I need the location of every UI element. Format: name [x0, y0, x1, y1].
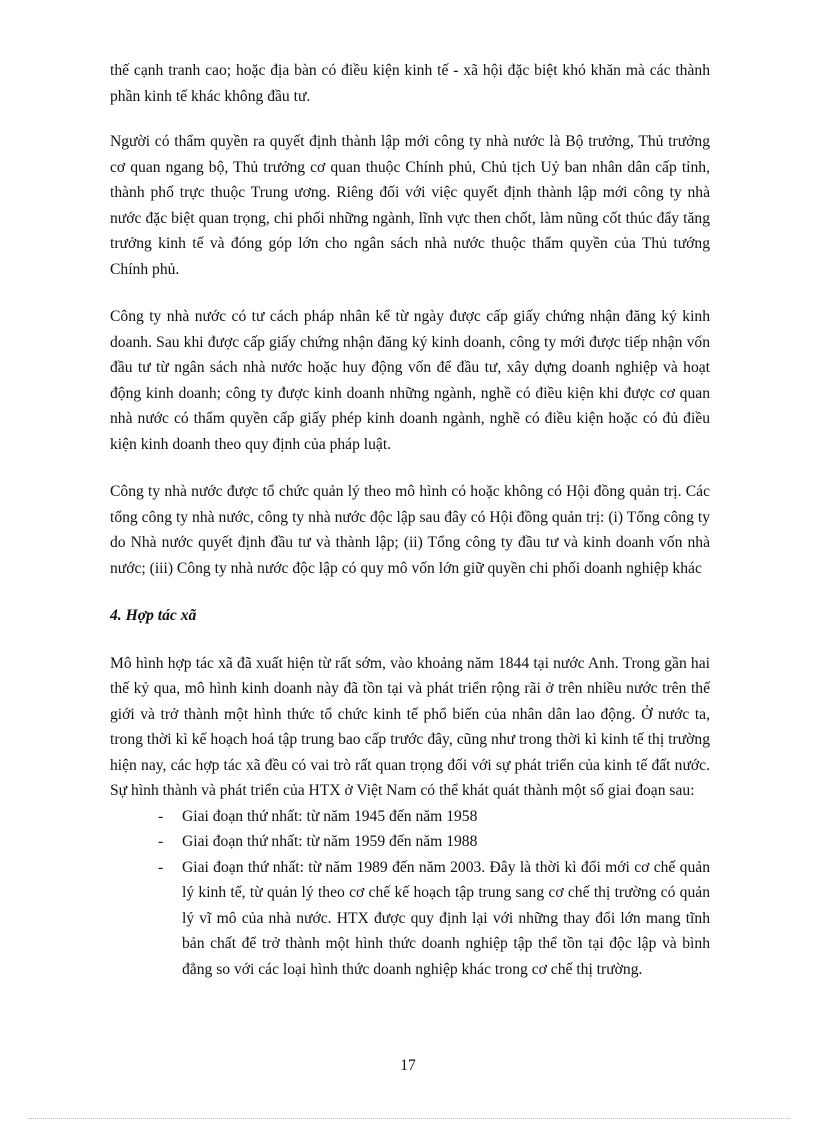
- list-item: [110, 804, 710, 830]
- list-item-text: Giai đoạn thứ nhất: từ năm 1959 đến năm 1988: [182, 833, 478, 850]
- section-heading: 4. Hợp tác xã: [110, 607, 197, 624]
- paragraph-4: Công ty nhà nước được tổ chức quản lý theo mô hình có hoặc không có Hội đồng quản trị. Các tổng công ty nhà nước, công ty nhà nước độc lập sau đây có Hội đồng quản trị: (i) Tổng công ty do Nhà nước quyết định đầu tư và thành lập; (ii) Tổng công ty đầu tư và kinh doanh vốn nhà nước; (iii) Công ty nhà nước độc lập có quy mô vốn lớn giữ quyền chi phối doanh nghiệp khác: [110, 483, 710, 577]
- period-list: [110, 804, 710, 983]
- paragraph-1: thế cạnh tranh cao; hoặc địa bàn có điều kiện kinh tế - xã hội đặc biệt khó khăn mà các thành phần kinh tế khác không đầu tư.: [110, 62, 710, 105]
- paragraph-2: Người có thẩm quyền ra quyết định thành lập mới công ty nhà nước là Bộ trưởng, Thủ trưởng cơ quan ngang bộ, Thủ trưởng cơ quan thuộc Chính phủ, Chủ tịch Uỷ ban nhân dân cấp tỉnh, thành phố trực thuộc Trung ương. Riêng đối với việc quyết định thành lập mới công ty nhà nước đặc biệt quan trọng, chi phối những ngành, lĩnh vực then chốt, làm nũng cốt thúc đẩy tăng trưởng kinh tế và đóng góp lớn cho ngân sách nhà nước thuộc thẩm quyền của Thủ tướng Chính phủ.: [110, 133, 710, 278]
- page-body: [110, 58, 710, 982]
- list-item-text: Giai đoạn thứ nhất: từ năm 1945 đến năm 1958: [182, 807, 478, 825]
- list-item: [110, 829, 710, 855]
- list-item: [110, 855, 710, 983]
- section-paragraph: Mô hình hợp tác xã đã xuất hiện từ rất sớm, vào khoảng năm 1844 tại nước Anh. Trong gần hai thế kỷ qua, mô hình kinh doanh này đã tồn tại và phát triển rộng rãi ở trên nhiều nước trên thế giới và trở thành một hình thức tổ chức kinh tế phổ biến của nhân dân lao động. Ở nước ta, trong thời kì kế hoạch hoá tập trung bao cấp trước đây, cũng như trong thời kì kinh tế thị trường hiện nay, các hợp tác xã đều có vai trò rất quan trọng đối với sự phát triển của kinh tế đất nước. Sự hình thành và phát triển của HTX ở Việt Nam có thể khát quát thành một số giai đoạn sau:: [110, 654, 710, 799]
- bullet-dash: -: [158, 833, 164, 850]
- list-item-text: Giai đoạn thứ nhất: từ năm 1989 đến năm 2003. Đây là thời kì đổi mới cơ chế quản lý kinh tế, từ quản lý theo cơ chế kế hoạch tập trung sang cơ chế thị trường có quản lý vĩ mô của nhà nước. HTX được quy định lại với những thay đổi lớn mang tĩnh bản chất để trở thành một hình thức doanh nghiệp tập thể tồn tại độc lập và bình đẳng so với các loại hình thức doanh nghiệp khác trong cơ chế thị trường.: [182, 858, 710, 978]
- page-bottom-divider: [28, 1118, 790, 1119]
- bullet-dash: -: [158, 858, 164, 876]
- page-number: 17: [400, 1057, 416, 1074]
- paragraph-3: Công ty nhà nước có tư cách pháp nhân kể từ ngày được cấp giấy chứng nhận đăng ký kinh doanh. Sau khi được cấp giấy chứng nhận đăng ký kinh doanh, công ty mới được tiếp nhận vốn đầu tư từ ngân sách nhà nước hoặc huy động vốn để đầu tư, xây dựng doanh nghiệp và hoạt động kinh doanh; công ty được kinh doanh những ngành, nghề có điều kiện khi được cơ quan nhà nước có thẩm quyền cấp giấy phép kinh doanh ngành, nghề có điều kiện hoặc có đủ điều kiện kinh doanh theo quy định của pháp luật.: [110, 308, 710, 453]
- bullet-dash: -: [158, 807, 164, 825]
